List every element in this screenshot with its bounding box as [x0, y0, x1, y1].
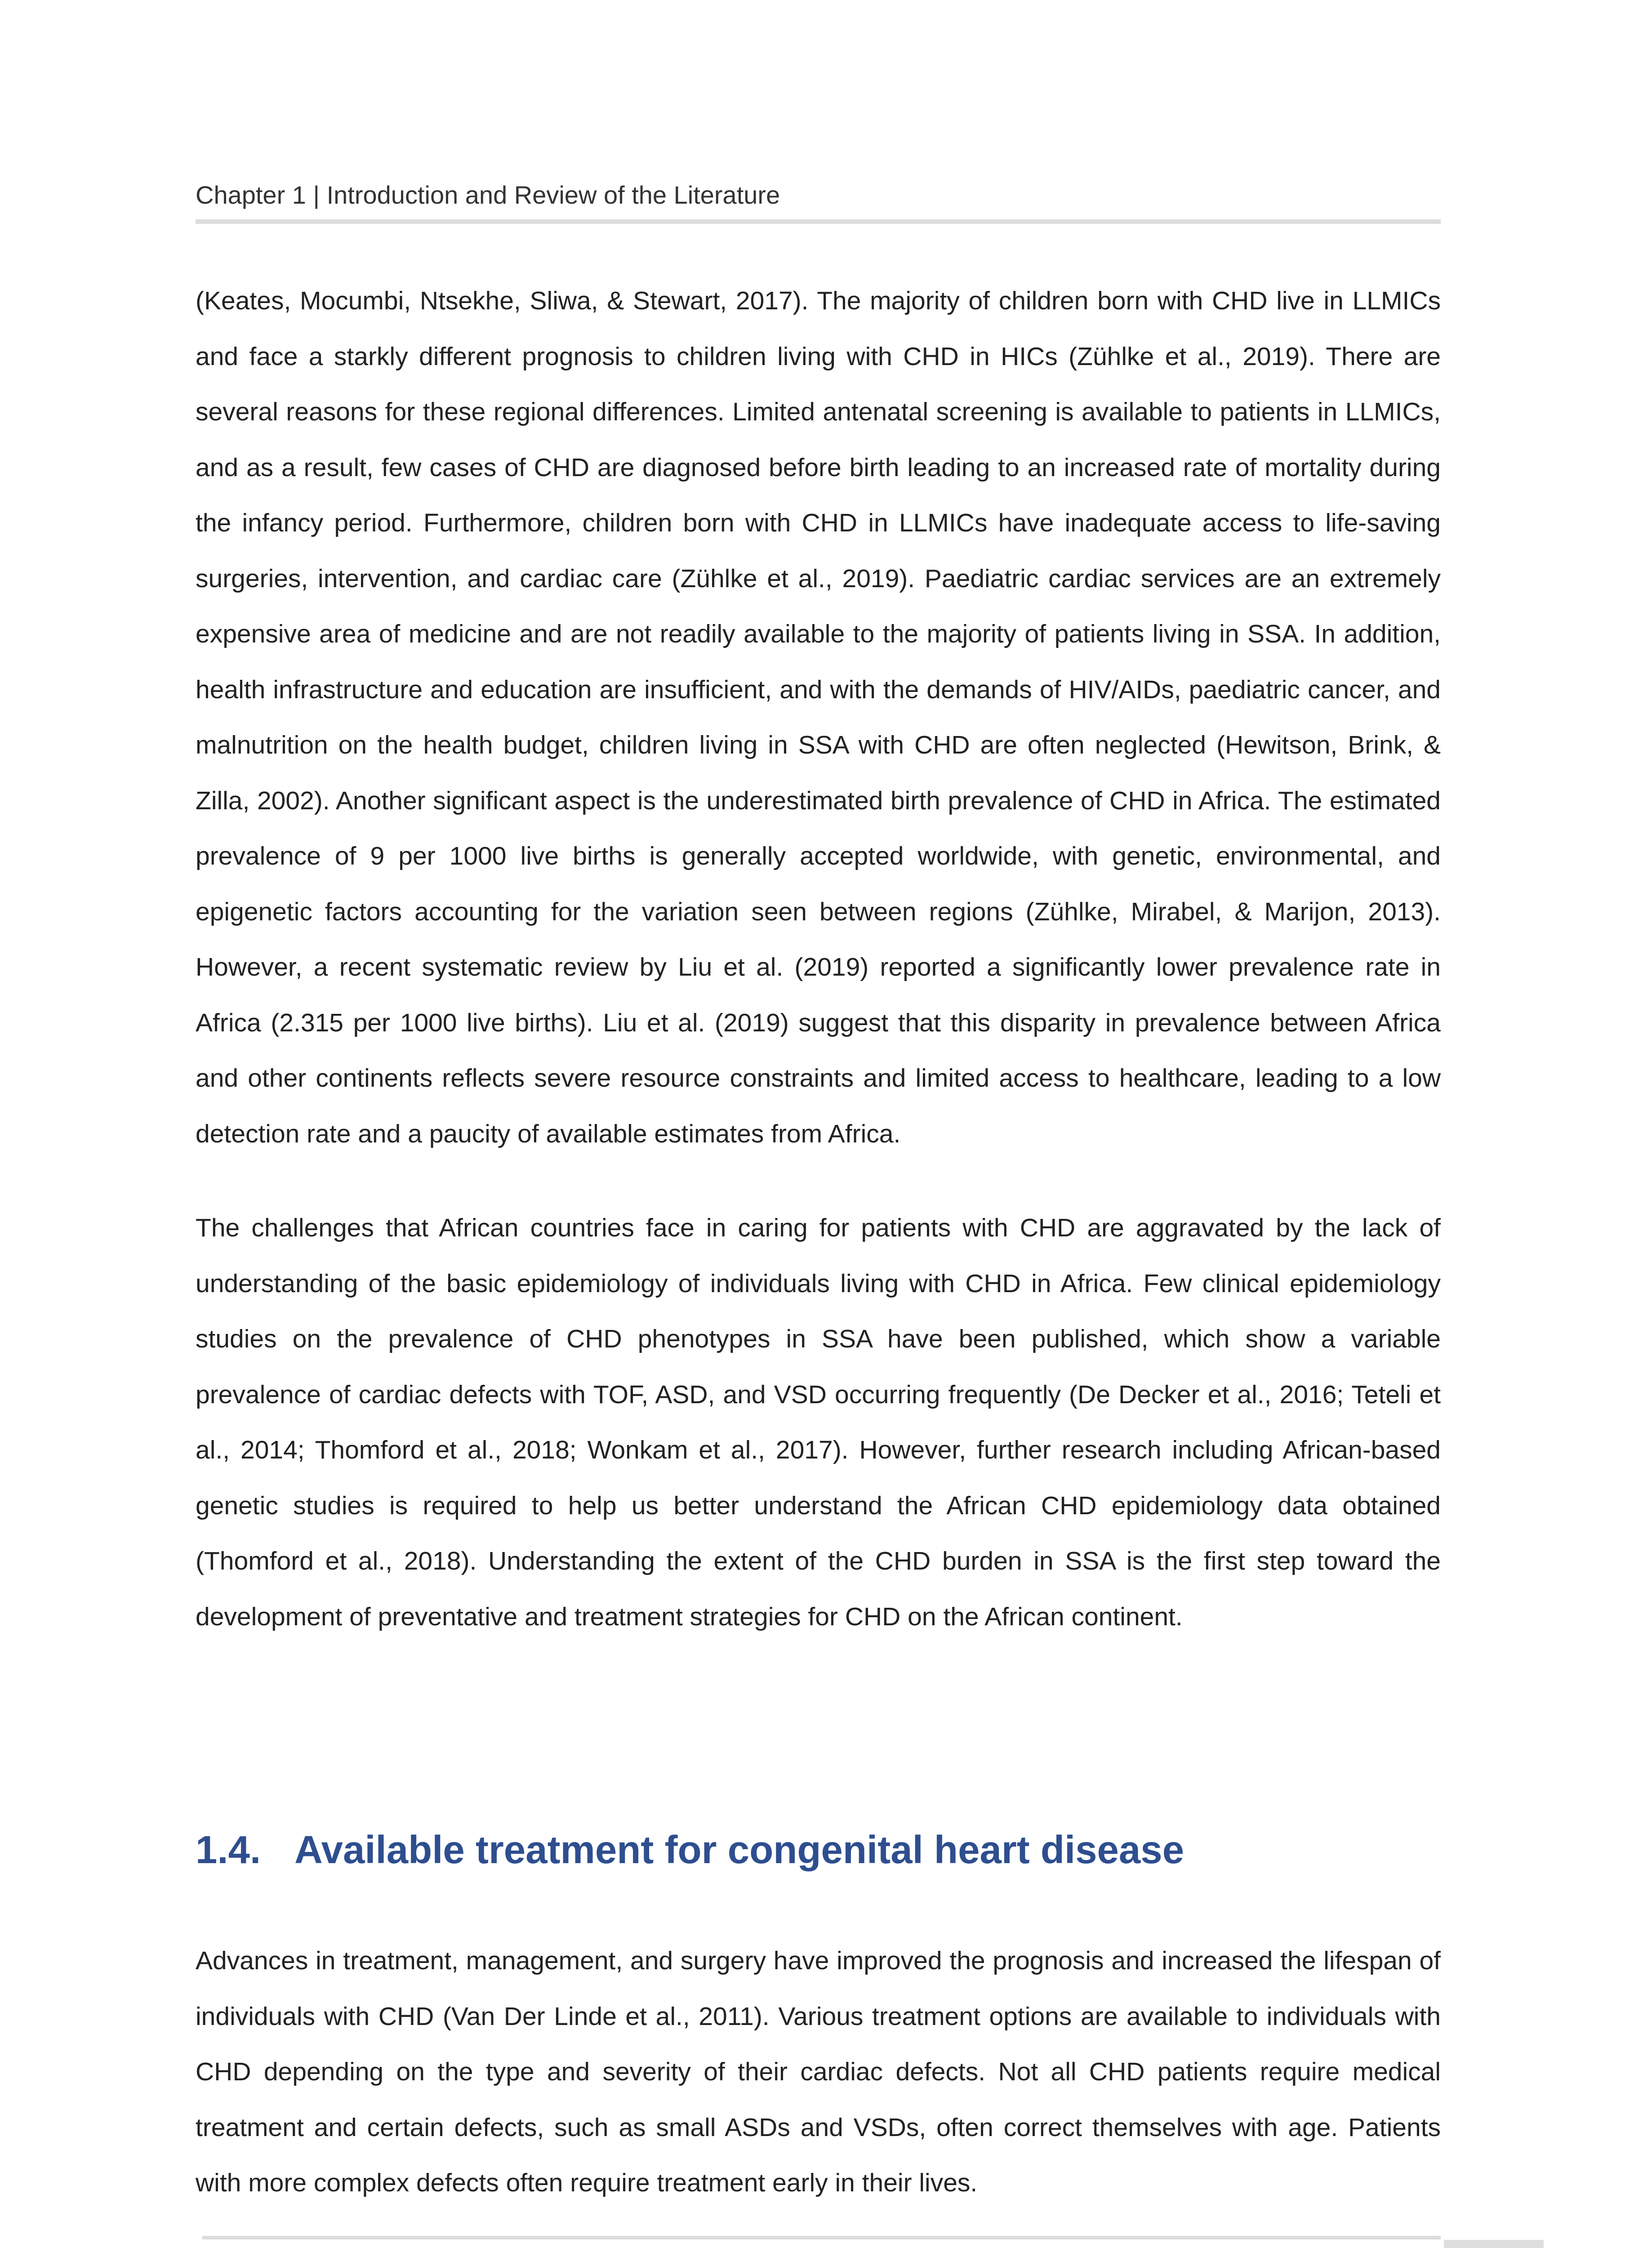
section-paragraph-1: Advances in treatment, management, and surgery have improved the prognosis and increased the lifespan of individuals with CHD (Van Der Linde et al., 2011). Various treatment options are available to individuals with CHD depending on the type and severity of their cardiac defects. Not all CHD patients require medical treatment and certain defects, such as small ASDs and VSDs, often correct themselves with age. Patients with more complex defects often require treatment early in their lives.	[196, 1946, 1441, 2197]
footer-divider	[202, 2236, 1441, 2239]
body-text	[196, 273, 1441, 1645]
paragraph-1: (Keates, Mocumbi, Ntsekhe, Sliwa, & Stewart, 2017). The majority of children born with CHD live in LLMICs and face a starkly different prognosis to children living with CHD in HICs (Zühlke et al., 2019). There are several reasons for these regional differences. Limited antenatal screening is available to patients in LLMICs, and as a result, few cases of CHD are diagnosed before birth leading to an increased rate of mortality during the infancy period. Furthermore, children born with CHD in LLMICs have inadequate access to life-saving surgeries, intervention, and cardiac care (Zühlke et al., 2019). Paediatric cardiac services are an extremely expensive area of medicine and are not readily available to the majority of patients living in SSA. In addition, health infrastructure and education are insufficient, and with the demands of HIV/AIDs, paediatric cancer, and malnutrition on the health budget, children living in SSA with CHD are often neglected (Hewitson, Brink, & Zilla, 2002). Another significant aspect is the underestimated birth prevalence of CHD in Africa. The estimated prevalence of 9 per 1000 live births is generally accepted worldwide, with genetic, environmental, and epigenetic factors accounting for the variation seen between regions (Zühlke, Mirabel, & Marijon, 2013). However, a recent systematic review by Liu et al. (2019) reported a significantly lower prevalence rate in Africa (2.315 per 1000 live births). Liu et al. (2019) suggest that this disparity in prevalence between Africa and other continents reflects severe resource constraints and limited access to healthcare, leading to a low detection rate and a paucity of available estimates from Africa.	[196, 286, 1441, 1148]
section-body	[196, 1933, 1441, 2211]
section-title: Available treatment for congenital heart disease	[294, 1828, 1184, 1872]
paragraph-2: The challenges that African countries face in caring for patients with CHD are aggravated by the lack of understanding of the basic epidemiology of individuals living with CHD in Africa. Few clinical epidemiology studies on the prevalence of CHD phenotypes in SSA have been published, which show a variable prevalence of cardiac defects with TOF, ASD, and VSD occurring frequently (De Decker et al., 2016; Teteli et al., 2014; Thomford et al., 2018; Wonkam et al., 2017). However, further research including African-based genetic studies is required to help us better understand the African CHD epidemiology data obtained (Thomford et al., 2018). Understanding the extent of the CHD burden in SSA is the first step toward the development of preventative and treatment strategies for CHD on the African continent.	[196, 1213, 1441, 1631]
page-number-box	[1444, 2240, 1544, 2248]
section-heading	[196, 1825, 1441, 1875]
running-header: Chapter 1 | Introduction and Review of the Literature	[196, 181, 780, 209]
header-divider	[196, 219, 1441, 224]
section-number: 1.4.	[196, 1828, 261, 1872]
